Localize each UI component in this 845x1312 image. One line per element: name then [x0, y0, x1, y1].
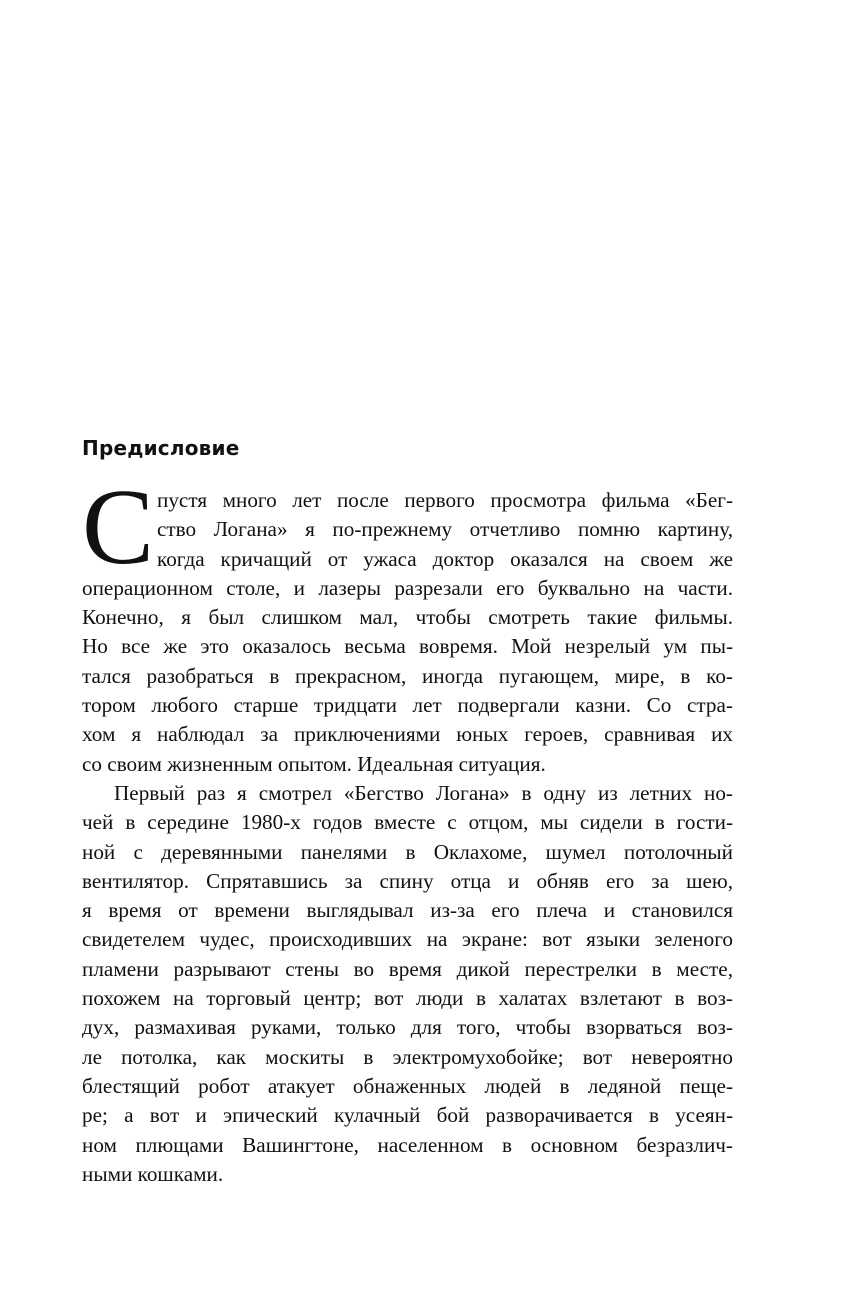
text-line: ными кошками. [82, 1161, 224, 1186]
text-line: ство Логана» я по-прежнему отчетливо помню картину, [157, 517, 733, 542]
text-line: ной с деревянными панелями в Оклахоме, шумел потолочный [82, 839, 733, 864]
text-line: блестящий робот атакует обнаженных людей в ледяной пеще- [82, 1073, 733, 1098]
text-line: ном плющами Вашингтоне, населенном в основном безразлич- [82, 1132, 733, 1157]
text-line: чей в середине 1980-х годов вместе с отцом, мы сидели в гости- [82, 810, 733, 835]
text-line: ле потолка, как москиты в электромухобойке; вот невероятно [82, 1044, 733, 1069]
text-line: похожем на торговый центр; вот люди в халатах взлетают в воз- [82, 986, 733, 1011]
text-line: хом я наблюдал за приключениями юных героев, сравнивая их [82, 722, 733, 747]
text-line: свидетелем чудес, происходивших на экране: вот языки зеленого [82, 927, 733, 952]
text-line: со своим жизненным опытом. Идеальная ситуация. [82, 751, 546, 776]
text-line: Первый раз я смотрел «Бегство Логана» в одну из летних но- [114, 780, 733, 805]
text-line: пламени разрывают стены во время дикой перестрелки в месте, [82, 956, 733, 981]
text-line: пустя много лет после первого просмотра фильма «Бег- [157, 488, 733, 512]
body-text [82, 486, 733, 1189]
text-line: Конечно, я был слишком мал, чтобы смотреть такие фильмы. [82, 605, 733, 630]
paragraph-1 [82, 486, 733, 779]
text-line: когда кричащий от ужаса доктор оказался на своем же [157, 546, 733, 571]
text-line: вентилятор. Спрятавшись за спину отца и обняв его за шею, [82, 868, 733, 893]
drop-cap: С [82, 468, 155, 587]
paragraph-2 [82, 779, 733, 1189]
text-line: тором любого старше тридцати лет подвергали казни. Со стра- [82, 693, 733, 718]
text-line: ре; а вот и эпический кулачный бой разворачивается в усеян- [82, 1103, 733, 1128]
text-line: операционном столе, и лазеры разрезали его буквально на части. [82, 575, 733, 600]
text-line: тался разобраться в прекрасном, иногда пугающем, мире, в ко- [82, 663, 733, 688]
text-line: Но все же это оказалось весьма вовремя. Мой незрелый ум пы- [82, 634, 733, 659]
text-line: я время от времени выглядывал из-за его плеча и становился [82, 898, 733, 923]
text-line: дух, размахивая руками, только для того, чтобы взорваться воз- [82, 1015, 733, 1040]
chapter-heading: Предисловие [82, 436, 240, 460]
